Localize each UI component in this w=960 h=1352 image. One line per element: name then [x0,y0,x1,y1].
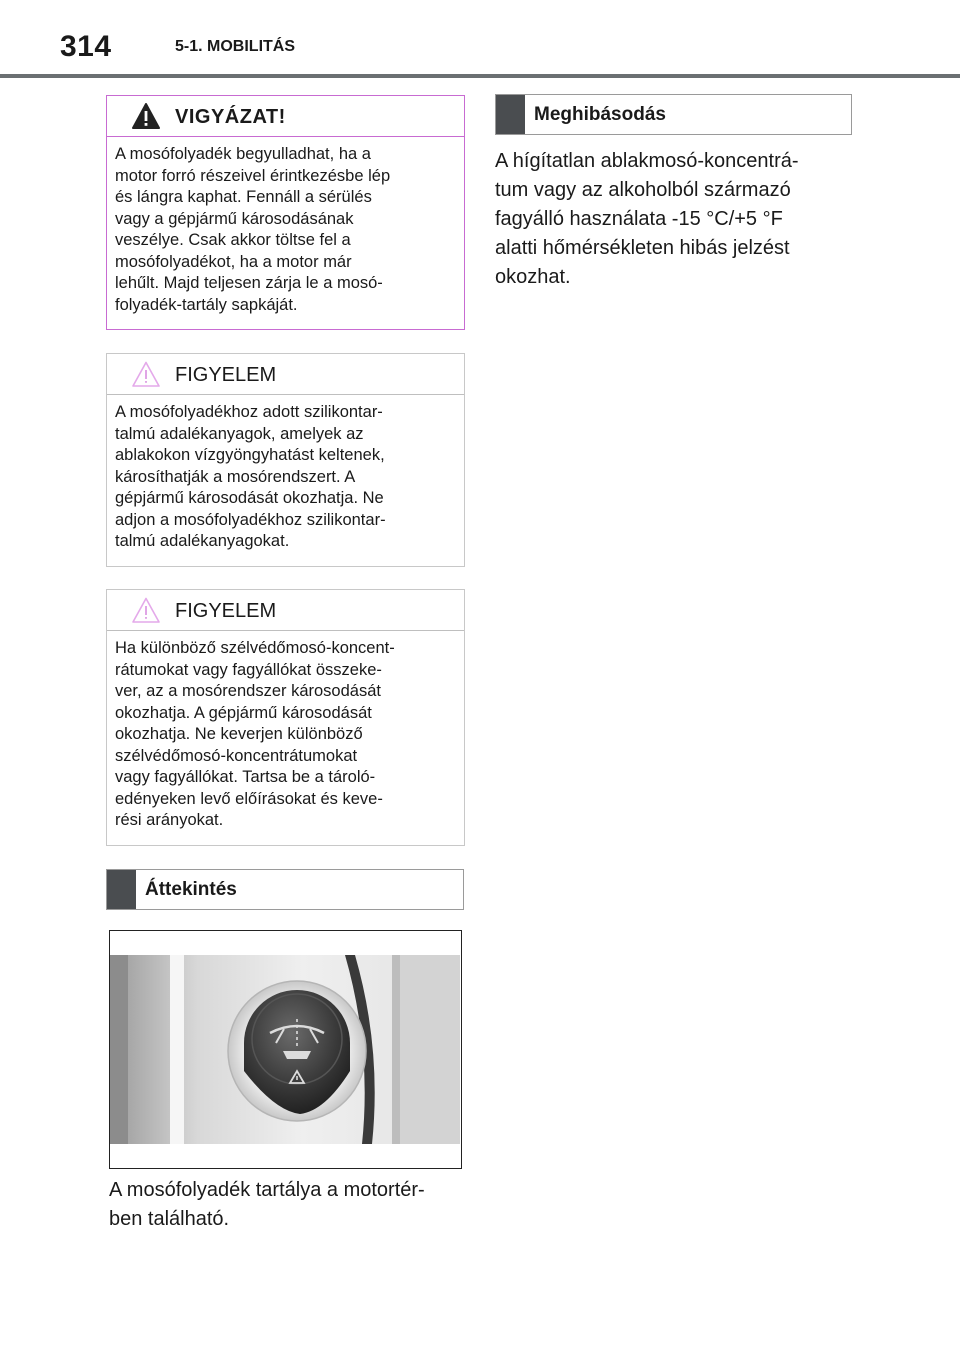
section-title: 5-1. MOBILITÁS [175,38,296,55]
text-line: rési arányokat. [115,811,224,829]
malfunction-heading-label: Meghibásodás [534,104,666,125]
warning-box [106,95,465,330]
text-line: ablakokon vízgyöngyhatást keltenek, [115,446,385,464]
text-line: vagy a gépjármű károsodásának [115,209,354,228]
warning-box-text [107,137,464,316]
text-line: rátumokat vagy fagyállókat összeke- [115,660,382,679]
text-line: tum vagy az alkoholból származó [495,179,791,201]
notice-box-2 [106,589,465,846]
text-line: károsíthatják a mosórendszert. A [115,467,356,486]
text-line: talmú adalékanyagok, amelyek az [115,424,364,443]
notice-box-title: FIGYELEM [175,364,277,386]
notice-box-title: FIGYELEM [175,600,277,622]
text-line: A hígítatlan ablakmosó-koncentrá- [495,150,799,172]
text-line: ben található. [109,1208,230,1230]
text-line: A mosófolyadékhoz adott szilikontar- [115,403,383,421]
warning-box-header [107,96,464,137]
overview-caption [109,1176,469,1234]
warning-triangle-outline-icon [131,360,161,388]
notice-box-text [107,631,464,832]
notice-box-1 [106,353,465,567]
washer-reservoir-figure [109,930,462,1169]
text-line: A mosófolyadék begyulladhat, ha a [115,145,371,163]
page-header [0,0,960,80]
text-line: ver, az a mosórendszer károsodását [115,682,381,700]
text-line: edényeken levő előírásokat és keve- [115,789,383,808]
text-line: mosófolyadékot, ha a motor már [115,252,352,271]
text-line: A mosófolyadék tartálya a motortér- [109,1179,425,1201]
washer-cap-illustration [110,931,460,1167]
text-line: fagyálló használata -15 °C/+5 °F [495,208,783,230]
text-line: motor forró részeivel érintkezésbe lép [115,166,391,185]
text-line: okozhatja. A gépjármű károsodását [115,703,372,722]
text-line: és lángra kaphat. Fennáll a sérülés [115,188,372,206]
warning-triangle-outline-icon [131,596,161,624]
heading-bar [496,95,525,134]
text-line: okozhatja. Ne keverjen különböző [115,725,363,743]
text-line: folyadék-tartály sapkáját. [115,295,298,314]
text-line: okozhat. [495,266,571,288]
text-line: vagy fagyállókat. Tartsa be a tároló- [115,768,376,786]
malfunction-text [495,147,845,292]
text-line: szélvédőmosó-koncentrátumokat [115,746,358,765]
text-line: Ha különböző szélvédőmosó-koncent- [115,639,395,657]
text-line: talmú adalékanyagokat. [115,532,290,550]
notice-box-header [107,354,464,395]
page-number: 314 [60,30,112,63]
text-line: veszélye. Csak akkor töltse fel a [115,231,351,249]
text-line: gépjármű károsodását okozhatja. Ne [115,489,384,507]
overview-heading [106,869,464,910]
text-line: adjon a mosófolyadékhoz szilikontar- [115,510,386,529]
heading-bar [107,870,136,909]
header-rule [0,74,960,78]
warning-triangle-filled-icon [131,102,161,130]
warning-box-title: VIGYÁZAT! [175,106,286,128]
text-line: alatti hőmérsékleten hibás jelzést [495,237,790,259]
text-line: lehűlt. Majd teljesen zárja le a mosó- [115,274,383,292]
malfunction-heading [495,94,852,135]
overview-heading-label: Áttekintés [145,879,237,900]
notice-box-text [107,395,464,553]
notice-box-header [107,590,464,631]
